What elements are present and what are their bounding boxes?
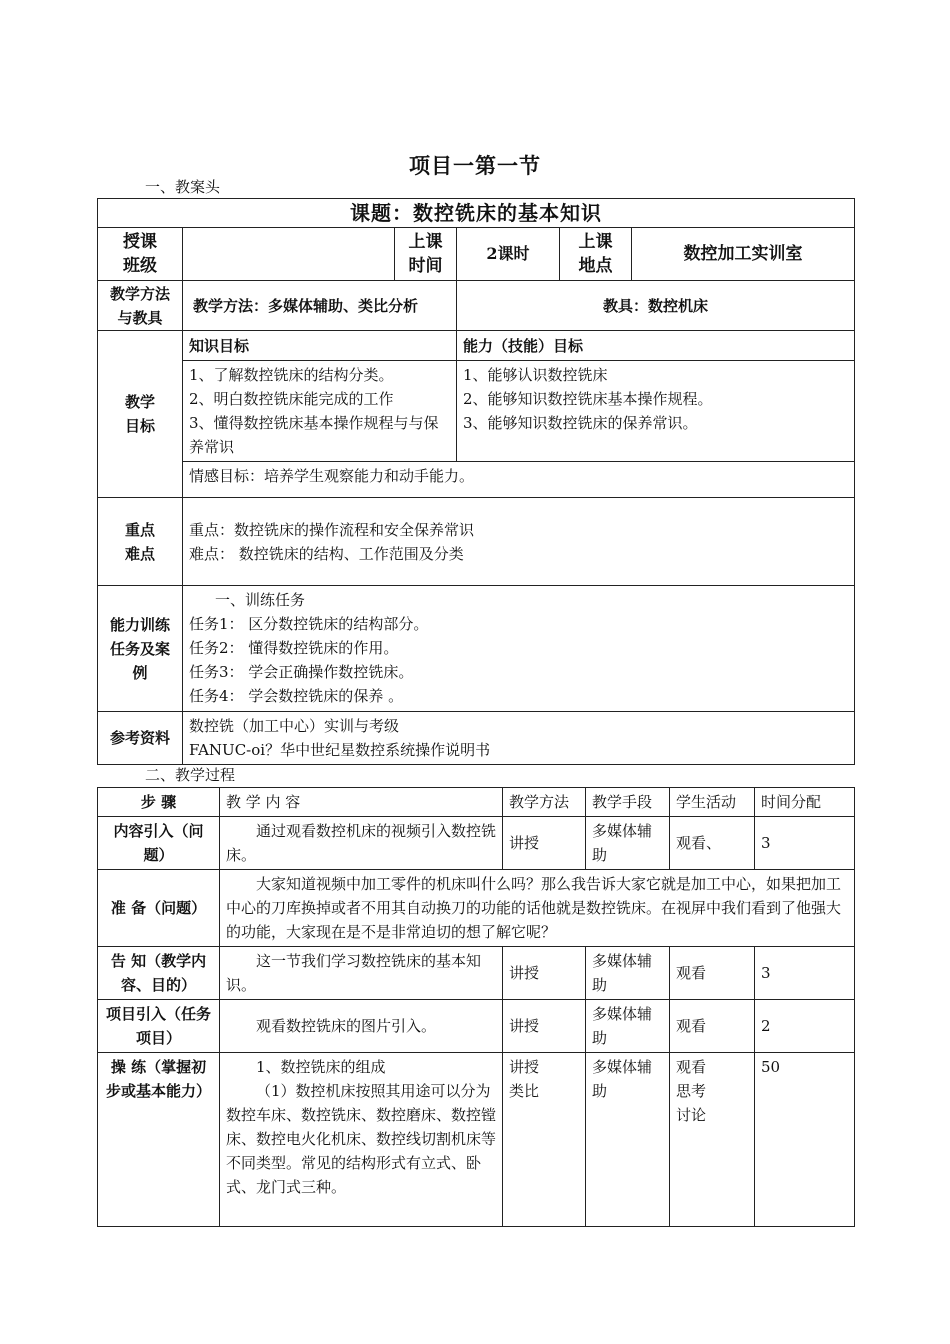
knowledge-goal-list [183, 361, 457, 462]
table-row [98, 817, 855, 870]
knowledge-goal-head: 知识目标 [183, 331, 457, 361]
method-cell: 讲授 [503, 817, 586, 870]
knowledge-goal-item: 1、了解数控铣床的结构分类。 [189, 366, 394, 384]
activity-cell: 观看 思考 讨论 [670, 1053, 755, 1227]
table-row [98, 1000, 855, 1053]
column-header-step: 步 骤 [98, 788, 220, 817]
content-cell: 大家知道视频中加工零件的机床叫什么吗？那么我告诉大家它就是加工中心，如果把加工中心的刀库换掉或者不用其自动换刀的功能的话他就是数控铣床。在视屏中我们看到了他强大的功能，大家现在是不是非常迫切的想了解它呢？ [220, 870, 855, 947]
training-task: 任务3： 学会正确操作数控铣床。 [189, 663, 414, 681]
column-header-means: 教学手段 [586, 788, 670, 817]
training-task: 任务2： 懂得数控铣床的作用。 [189, 639, 399, 657]
place-label: 上课 地点 [560, 228, 632, 281]
reference-item: FANUC-oi？华中世纪星数控系统操作说明书 [189, 741, 491, 759]
difficult-point: 难点： 数控铣床的结构、工作范围及分类 [189, 544, 464, 563]
time-cell: 3 [755, 817, 855, 870]
content-cell: 观看数控铣床的图片引入。 [220, 1000, 503, 1053]
teaching-process-table [97, 787, 855, 1227]
process-header-row [98, 788, 855, 817]
ability-goal-list [457, 361, 855, 462]
method-cell: 讲授 类比 [503, 1053, 586, 1227]
table-row [98, 947, 855, 1000]
step-cell: 操 练（掌握初步或基本能力） [98, 1053, 220, 1227]
content-paragraph: （1）数控机床按照其用途可以分为数控车床、数控铣床、数控磨床、数控镗床、数控电火化机床、数控线切割机床等不同类型。常见的结构形式有立式、卧式、龙门式三种。 [226, 1082, 497, 1196]
time-cell: 3 [755, 947, 855, 1000]
training-tasks [183, 586, 855, 712]
class-label: 授课 班级 [98, 228, 183, 281]
reference-label: 参考资料 [98, 712, 183, 765]
means-cell: 多媒体辅助 [586, 817, 670, 870]
table-row [98, 870, 855, 947]
class-value [183, 228, 395, 281]
section-heading-1: 一、教案头 [145, 178, 221, 196]
step-cell: 告 知（教学内容、目的） [98, 947, 220, 1000]
emotion-goal: 情感目标：培养学生观察能力和动手能力。 [183, 462, 855, 498]
means-cell: 多媒体辅助 [586, 1000, 670, 1053]
reference-list [183, 712, 855, 765]
method-value: 教学方法：多媒体辅助、类比分析 [183, 281, 457, 331]
key-difficult-content [183, 498, 855, 586]
content-cell [220, 1053, 503, 1227]
knowledge-goal-item: 3、懂得数控铣床基本操作规程与与保养常识 [189, 414, 439, 456]
reference-item: 数控铣（加工中心）实训与考级 [189, 717, 400, 735]
activity-cell: 观看、 [670, 817, 755, 870]
page-title: 项目一第一节 [409, 153, 541, 178]
content-title: 1、数控铣床的组成 [256, 1058, 386, 1076]
hours-value: 2课时 [457, 228, 560, 281]
lesson-header-table [97, 198, 855, 765]
method-cell: 讲授 [503, 1000, 586, 1053]
place-value: 数控加工实训室 [632, 228, 855, 281]
training-task: 任务1： 区分数控铣床的结构部分。 [189, 615, 429, 633]
activity-cell: 观看 [670, 947, 755, 1000]
section-heading-2: 二、教学过程 [145, 766, 236, 784]
training-task: 任务4： 学会数控铣床的保养 。 [189, 687, 404, 705]
key-difficult-label: 重点 难点 [98, 498, 183, 586]
column-header-activity: 学生活动 [670, 788, 755, 817]
time-cell: 50 [755, 1053, 855, 1227]
tools-value: 教具：数控机床 [457, 281, 855, 331]
ability-goal-head: 能力（技能）目标 [457, 331, 855, 361]
ability-goal-item: 2、能够知识数控铣床基本操作规程。 [463, 390, 713, 408]
means-cell: 多媒体辅助 [586, 947, 670, 1000]
method-cell: 讲授 [503, 947, 586, 1000]
step-cell: 内容引入（问题） [98, 817, 220, 870]
step-cell: 准 备（问题） [98, 870, 220, 947]
time-cell: 2 [755, 1000, 855, 1053]
knowledge-goal-item: 2、明白数控铣床能完成的工作 [189, 390, 394, 408]
method-label: 教学方法 与教具 [98, 281, 183, 331]
lesson-topic: 课题：数控铣床的基本知识 [98, 199, 855, 228]
ability-goal-item: 1、能够认识数控铣床 [463, 366, 608, 384]
means-cell: 多媒体辅助 [586, 1053, 670, 1227]
table-row [98, 1053, 855, 1227]
training-heading: 一、训练任务 [215, 591, 306, 609]
content-cell: 通过观看数控机床的视频引入数控铣床。 [220, 817, 503, 870]
column-header-method: 教学方法 [503, 788, 586, 817]
column-header-time: 时间分配 [755, 788, 855, 817]
activity-cell: 观看 [670, 1000, 755, 1053]
time-label: 上课 时间 [395, 228, 457, 281]
training-label: 能力训练 任务及案 例 [98, 586, 183, 712]
ability-goal-item: 3、能够知识数控铣床的保养常识。 [463, 414, 698, 432]
key-point: 重点：数控铣床的操作流程和安全保养常识 [189, 520, 475, 539]
column-header-content: 教 学 内 容 [220, 788, 503, 817]
goal-label: 教学 目标 [98, 331, 183, 498]
content-cell: 这一节我们学习数控铣床的基本知识。 [220, 947, 503, 1000]
step-cell: 项目引入（任务项目） [98, 1000, 220, 1053]
